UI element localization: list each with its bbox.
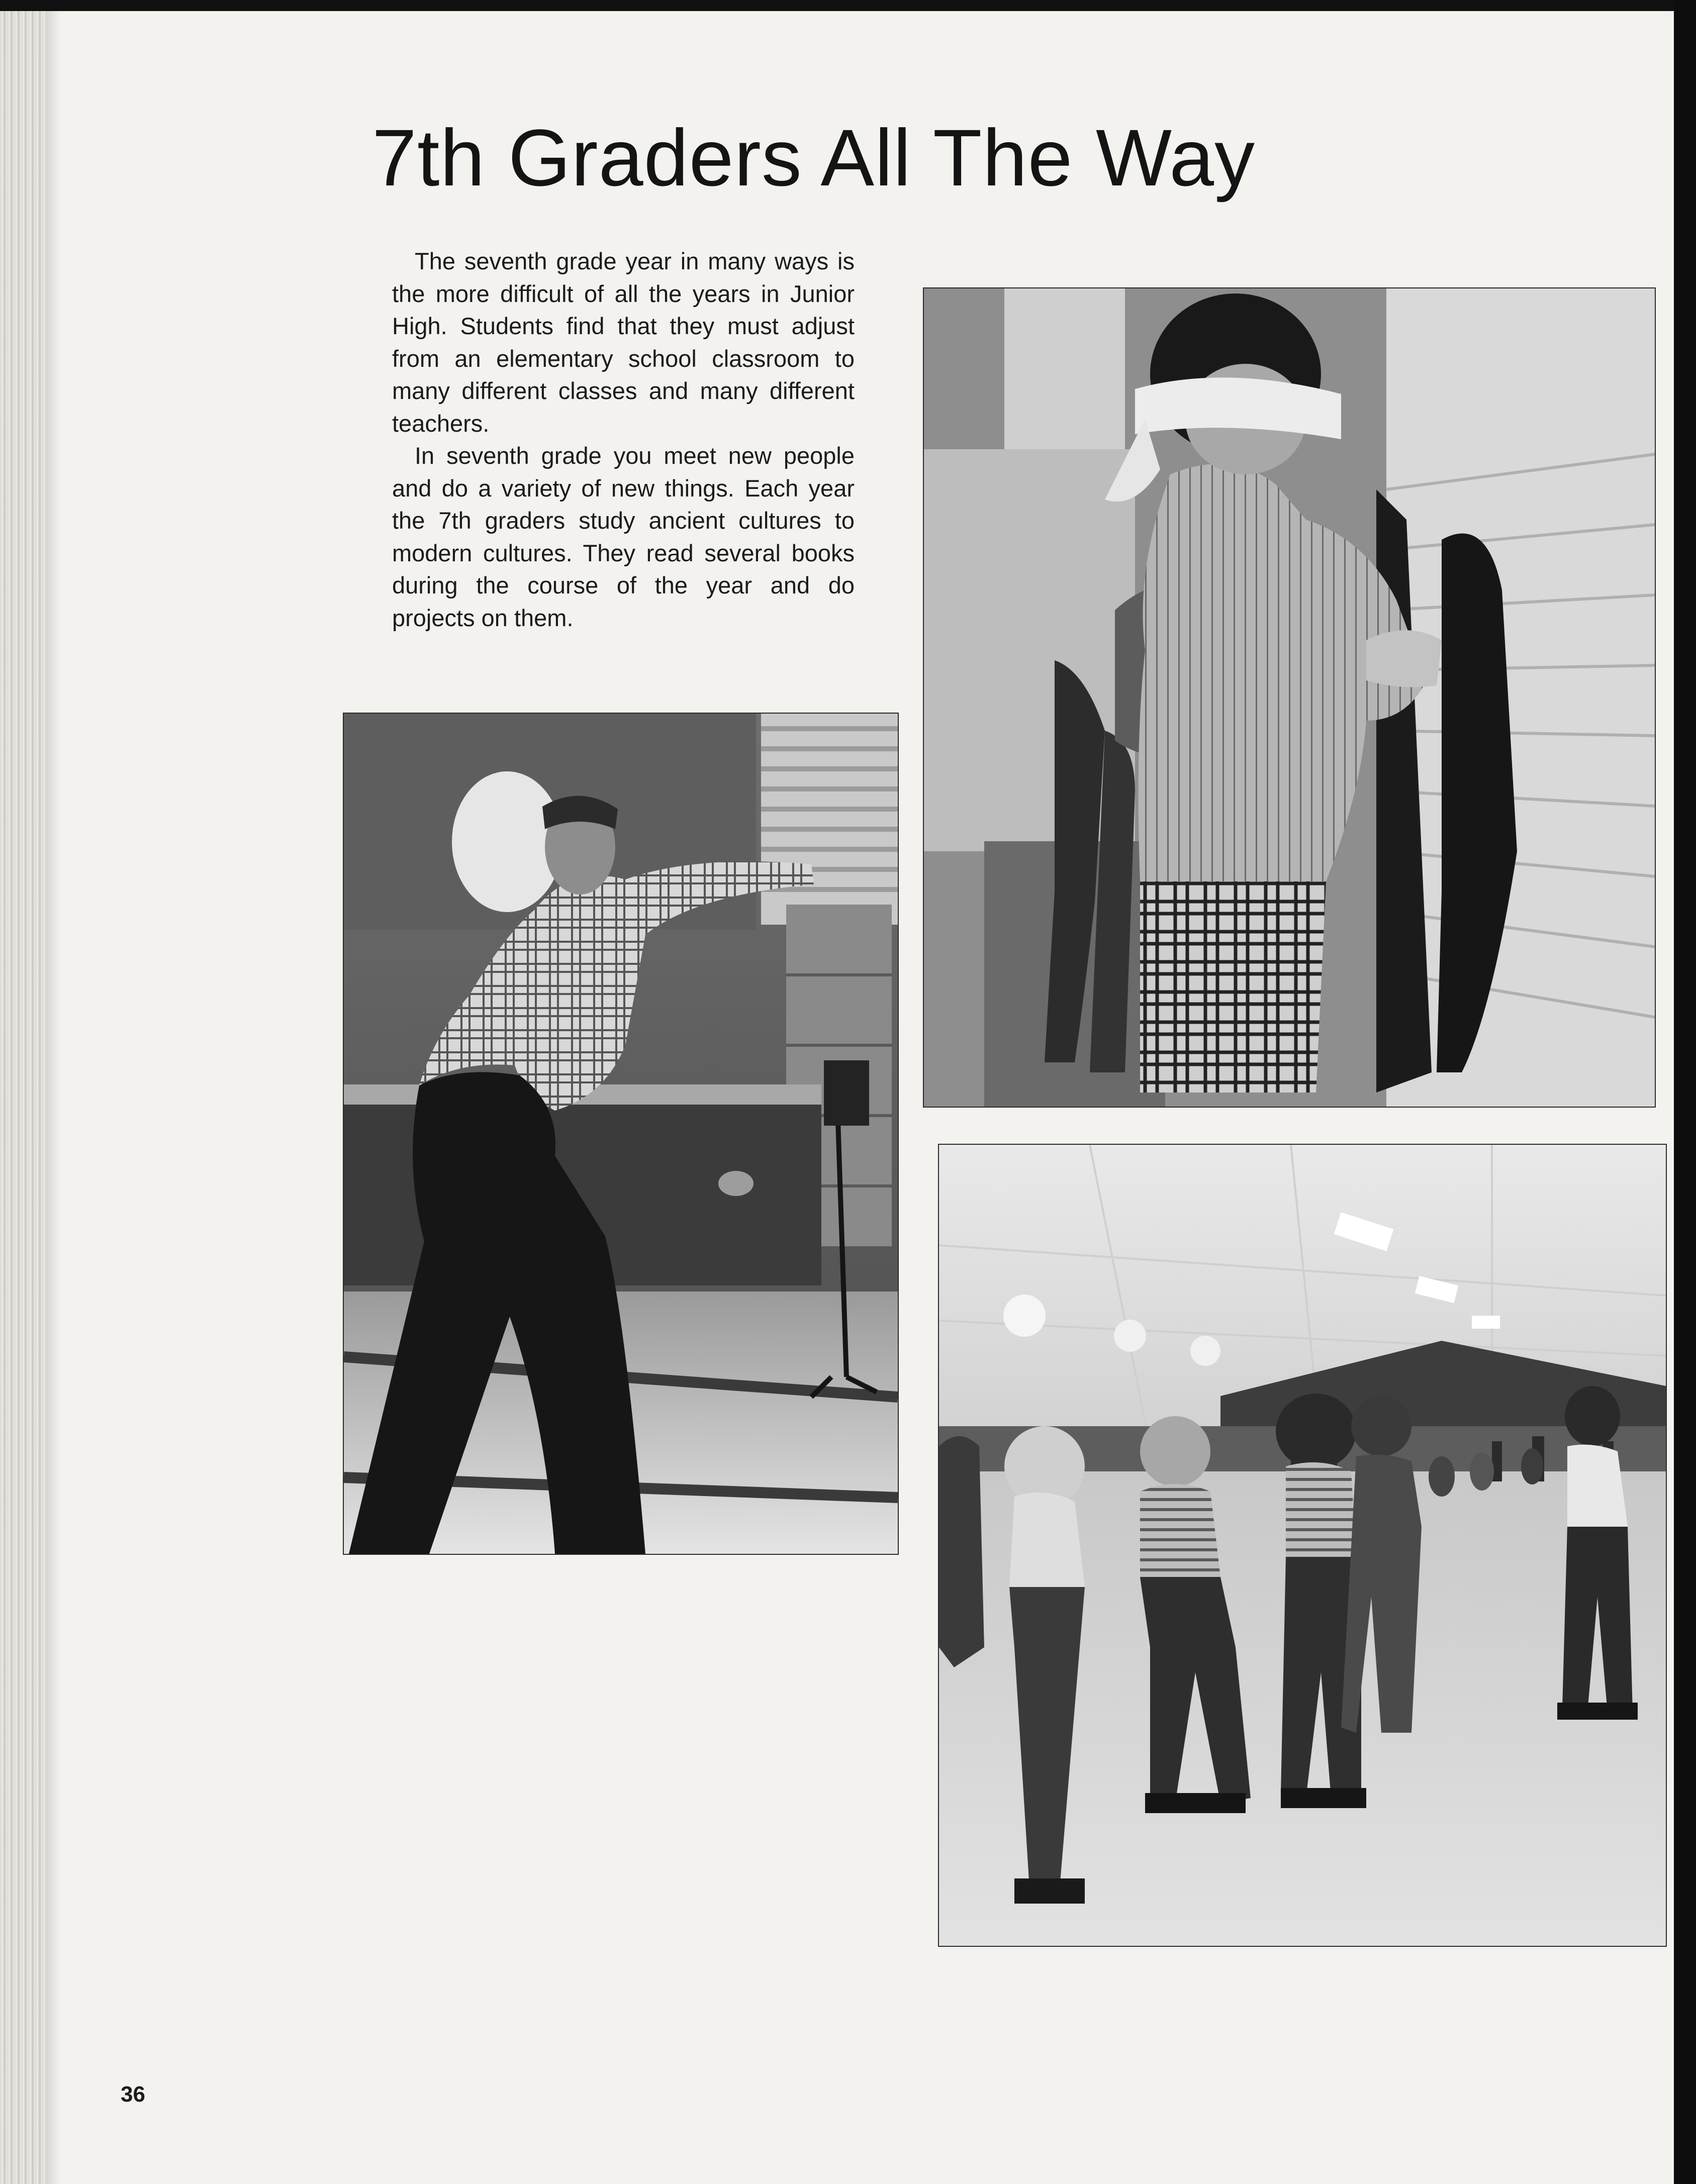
- page-stack-edge: [0, 11, 45, 2184]
- teacher-photo-graphic: [344, 714, 898, 1554]
- page-title: 7th Graders All The Way: [372, 113, 1256, 203]
- intro-paragraph-1: The seventh grade year in many ways is the more difficult of all the years in Junior High. Students find that they must adjust from an elementary school classroom to many different classes and many different teachers.: [392, 248, 855, 437]
- intro-paragraph-2: In seventh grade you meet new people and do a variety of new things. Each year the 7th graders study ancient cultures to modern cultures. They read several books during the course of the year and do projects on them.: [392, 442, 855, 631]
- scan-right-edge: [1674, 0, 1696, 2184]
- skating-photo-graphic: [939, 1145, 1666, 1946]
- binding-shadow: [45, 11, 60, 2184]
- photo-roller-skating: [939, 1145, 1666, 1946]
- yearbook-page: [0, 11, 1674, 2184]
- photo-teacher-classroom: [344, 714, 898, 1554]
- intro-text: [392, 245, 855, 634]
- page-number: 36: [121, 2082, 145, 2107]
- blindfold-photo-graphic: [924, 288, 1655, 1107]
- photo-blindfolded-student: [924, 288, 1655, 1107]
